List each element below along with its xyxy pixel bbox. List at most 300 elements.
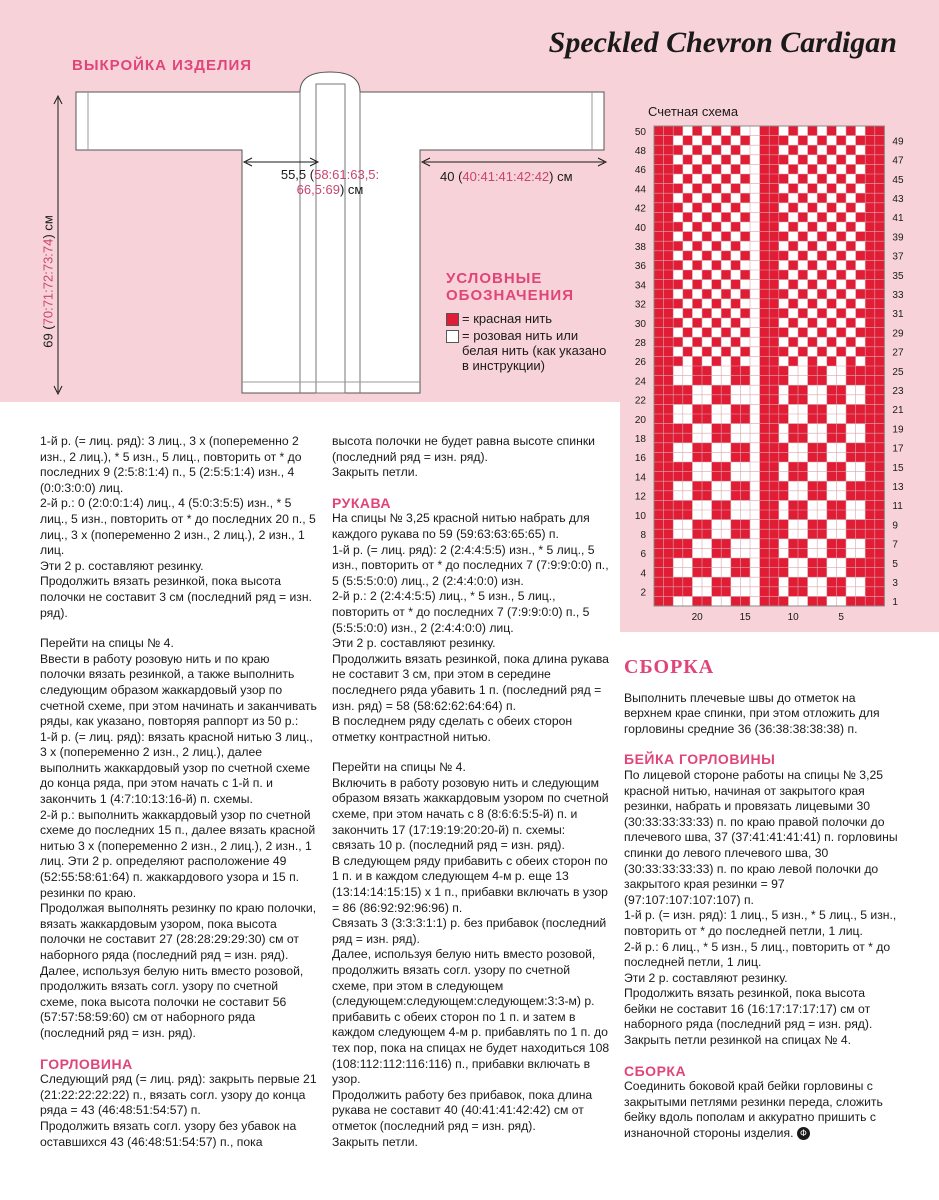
chart-cell (788, 299, 798, 309)
chart-cell (827, 395, 837, 405)
chart-cell (798, 251, 808, 261)
chart-cell (712, 539, 722, 549)
chart-cell (721, 385, 731, 395)
chart-cell (846, 126, 856, 136)
col2-para: высота полочки не будет равна высоте спинки (последний ряд = изн. ряд). (332, 434, 595, 464)
chart-cell (692, 184, 702, 194)
chart-cell (817, 308, 827, 318)
chart-cell (654, 347, 664, 357)
chart-cell (654, 385, 664, 395)
chart-cell (760, 414, 770, 424)
chart-cell (692, 241, 702, 251)
chart-cell (731, 356, 741, 366)
chart-cell (798, 539, 808, 549)
chart-cell (769, 491, 779, 501)
chart-cell (692, 596, 702, 606)
chart-cell (664, 337, 674, 347)
chart-cell (702, 529, 712, 539)
chart-cell (664, 299, 674, 309)
chart-cell (673, 299, 683, 309)
chart-cell (760, 443, 770, 453)
chart-cell (654, 193, 664, 203)
chart-cell (673, 433, 683, 443)
chart-cell (865, 366, 875, 376)
col1-para: Далее, используя белую нить вместо розовой, продолжить вязать согл. узору по счетной схеме, пока высота полочки не составит 56 (57:57:58:59:60) см от наборного ряда (последний ряд = изн. ряд). (40, 963, 304, 1040)
chart-cell (683, 472, 693, 482)
chart-cell (712, 472, 722, 482)
chart-cell (875, 433, 885, 443)
chart-cell (808, 318, 818, 328)
chart-cell (836, 212, 846, 222)
chart-row-label-right: 45 (892, 174, 904, 186)
chart-cell (740, 308, 750, 318)
chart-cell (692, 356, 702, 366)
section-heading-assembly-2: СБОРКА (624, 1062, 687, 1079)
chart-cell (769, 520, 779, 530)
chart-cell (664, 356, 674, 366)
chart-cell (664, 510, 674, 520)
chart-cell (664, 145, 674, 155)
chart-cell (683, 193, 693, 203)
chart-cell (875, 222, 885, 232)
chart-cell (865, 174, 875, 184)
chart-cell (769, 260, 779, 270)
chart-cell (721, 174, 731, 184)
chart-cell (654, 270, 664, 280)
chart-cell (817, 491, 827, 501)
chart-cell (846, 145, 856, 155)
chart-cell (798, 577, 808, 587)
chart-cell (808, 491, 818, 501)
chart-cell (875, 395, 885, 405)
chart-cell (664, 289, 674, 299)
chart-cell (769, 558, 779, 568)
chart-cell (769, 510, 779, 520)
col2-para: Эти 2 р. составляют резинку. (332, 636, 496, 651)
col1-para: Продолжить вязать резинкой, пока высота полочки не составит 3 см (последний ряд = изн. ряд). (40, 574, 312, 620)
chart-cell (856, 289, 866, 299)
red-swatch (446, 313, 459, 326)
chart-cell (731, 443, 741, 453)
chart-cell (798, 510, 808, 520)
chart-cell (692, 376, 702, 386)
chart-cell (836, 328, 846, 338)
chart-cell (788, 337, 798, 347)
chart-cell (798, 174, 808, 184)
chart-cell (817, 347, 827, 357)
chart-cell (769, 155, 779, 165)
chart-cell (664, 472, 674, 482)
chart-cell (760, 385, 770, 395)
page-title: Speckled Chevron Cardigan (548, 26, 897, 59)
chart-cell (827, 539, 837, 549)
chart-cell (875, 529, 885, 539)
chart-cell (702, 596, 712, 606)
chart-cell (654, 443, 664, 453)
chart-cell (731, 164, 741, 174)
chart-cell (779, 404, 789, 414)
chart-cell (875, 596, 885, 606)
chart-cell (865, 232, 875, 242)
chart-row-label-left: 24 (634, 376, 646, 388)
chart-row-label-right: 15 (892, 462, 904, 474)
chart-cell (808, 596, 818, 606)
chart-cell (654, 558, 664, 568)
chart-cell (721, 308, 731, 318)
chart-cell (712, 424, 722, 434)
chart-cell (683, 308, 693, 318)
chart-row-label-right: 49 (892, 136, 904, 148)
chart-cell (692, 145, 702, 155)
chart-cell (865, 376, 875, 386)
chart-cell (865, 558, 875, 568)
chart-cell (760, 452, 770, 462)
chart-cell (779, 347, 789, 357)
chart-cell (721, 328, 731, 338)
chart-cell (827, 318, 837, 328)
chart-cell (779, 491, 789, 501)
chart-cell (836, 174, 846, 184)
chart-cell (779, 520, 789, 530)
chart-cell (673, 184, 683, 194)
chart-row-label-left: 50 (634, 126, 646, 138)
chart-row-label-left: 4 (640, 568, 646, 580)
chart-cell (808, 222, 818, 232)
chart-cell (740, 193, 750, 203)
chart-row-label-left: 32 (634, 299, 646, 311)
chart-cell (654, 260, 664, 270)
chart-cell (808, 481, 818, 491)
chart-cell (760, 164, 770, 174)
chart-cell (673, 500, 683, 510)
chart-cell (875, 347, 885, 357)
chart-cell (712, 395, 722, 405)
chart-cell (664, 491, 674, 501)
chart-cell (760, 155, 770, 165)
chart-cell (664, 452, 674, 462)
chart-cell (702, 452, 712, 462)
chart-row-label-right: 37 (892, 251, 904, 263)
chart-cell (664, 568, 674, 578)
chart-cell (798, 424, 808, 434)
chart-cell (740, 529, 750, 539)
chart-cell (702, 366, 712, 376)
chart-column-label: 5 (838, 612, 844, 623)
chart-cell (865, 529, 875, 539)
chart-cell (798, 587, 808, 597)
chart-cell (712, 184, 722, 194)
chart-cell (875, 385, 885, 395)
chart-cell (673, 318, 683, 328)
chart-cell (769, 308, 779, 318)
chart-cell (740, 558, 750, 568)
chart-cell (788, 395, 798, 405)
chart-cell (779, 596, 789, 606)
chart-cell (788, 222, 798, 232)
chart-cell (654, 548, 664, 558)
chart-cell (731, 558, 741, 568)
chart-cell (740, 452, 750, 462)
chart-cell (846, 452, 856, 462)
chart-cell (683, 587, 693, 597)
chart-cell (827, 356, 837, 366)
chart-cell (740, 174, 750, 184)
chart-cell (836, 270, 846, 280)
chart-cell (654, 462, 664, 472)
chart-cell (769, 126, 779, 136)
chart-cell (664, 308, 674, 318)
chart-cell (836, 424, 846, 434)
chart-cell (856, 376, 866, 386)
chart-cell (798, 270, 808, 280)
chart-cell (798, 433, 808, 443)
col2-para: На спицы № 3,25 красной нитью набрать для каждого рукава по 59 (59:63:63:65:65) п. (332, 511, 590, 541)
chart-cell (673, 462, 683, 472)
chart-cell (808, 404, 818, 414)
chart-cell (769, 376, 779, 386)
chart-cell (654, 289, 664, 299)
chart-cell (664, 222, 674, 232)
chart-cell (817, 376, 827, 386)
chart-column-label: 20 (691, 612, 703, 623)
col2-para: Продолжить работу без прибавок, пока длина рукава не составит 40 (40:41:41:42:42) см от отметок (последний ряд = изн. ряд). (332, 1087, 593, 1133)
chart-cell (817, 529, 827, 539)
col1-para: Продолжая выполнять резинку по краю полочки, вязать жаккардовым узором, пока высота полочки не составит 27 (28:28:29:29:30) см от наборного ряда (последний ряд = изн. ряд). (40, 901, 317, 962)
chart-cell (817, 481, 827, 491)
chart-cell (865, 155, 875, 165)
chart-cell (740, 270, 750, 280)
col2-para: 2-й р.: 2 (2:4:4:5:5) лиц., * 5 изн., 5 лиц., повторить от * до последних 7 (7:9:9:0:0) п., 5 (5:5:5:0:0) изн., 2 (2:4:4:0:0) лиц. (332, 589, 590, 635)
chart-cell (769, 414, 779, 424)
chart-cell (865, 462, 875, 472)
chart-cell (865, 548, 875, 558)
chart-cell (788, 433, 798, 443)
chart-cell (769, 395, 779, 405)
chart-cell (760, 289, 770, 299)
chart-cell (875, 404, 885, 414)
chart-cell (856, 251, 866, 261)
chart-cell (731, 280, 741, 290)
chart-row-label-right: 1 (892, 597, 898, 609)
col3-para: Соединить боковой край бейки горловины с закрытыми петлями резинки переда, сложить бейку вдоль пополам и аккуратно пришить с изнаночной стороны изделия. Ф (624, 1079, 883, 1141)
chart-cell (712, 577, 722, 587)
chart-cell (673, 222, 683, 232)
chart-row-label-left: 36 (634, 261, 646, 273)
chart-cell (731, 376, 741, 386)
chart-cell (769, 328, 779, 338)
chart-cell (779, 366, 789, 376)
chart-cell (654, 308, 664, 318)
chart-cell (731, 452, 741, 462)
chart-cell (654, 126, 664, 136)
chart-row-label-left: 46 (634, 165, 646, 177)
chart-cell (808, 529, 818, 539)
chart-cell (683, 395, 693, 405)
chart-column-label: 10 (787, 612, 799, 623)
chart-cell (721, 136, 731, 146)
chart-cell (865, 491, 875, 501)
chart-cell (846, 414, 856, 424)
chart-cell (654, 203, 664, 213)
chart-cell (702, 308, 712, 318)
chart-cell (740, 366, 750, 376)
chart-cell (664, 424, 674, 434)
chart-cell (664, 539, 674, 549)
chart-cell (702, 270, 712, 280)
chart-cell (856, 481, 866, 491)
chart-cell (875, 520, 885, 530)
chart-cell (846, 529, 856, 539)
chart-cell (808, 203, 818, 213)
chart-cell (664, 520, 674, 530)
chart-cell (664, 443, 674, 453)
col2-para: Закрыть петли. (332, 465, 418, 480)
chart-cell (875, 289, 885, 299)
chart-cell (779, 270, 789, 280)
chart-cell (760, 145, 770, 155)
sleeve-length-dimension: 40 (40:41:41:42:42) см (440, 169, 573, 184)
chart-cell (856, 136, 866, 146)
chart-cell (817, 328, 827, 338)
chart-cell (846, 203, 856, 213)
chart-cell (779, 232, 789, 242)
chart-cell (692, 520, 702, 530)
chart-cell (740, 328, 750, 338)
chart-cell (654, 184, 664, 194)
chart-cell (760, 212, 770, 222)
chart-cell (865, 443, 875, 453)
chart-cell (760, 356, 770, 366)
chart-cell (875, 318, 885, 328)
chart-cell (721, 251, 731, 261)
chart-cell (788, 126, 798, 136)
chart-cell (692, 203, 702, 213)
chart-cell (836, 385, 846, 395)
chart-cell (760, 520, 770, 530)
chart-cell (760, 270, 770, 280)
chart-cell (856, 347, 866, 357)
chart-cell (827, 260, 837, 270)
chart-cell (808, 145, 818, 155)
chart-cell (798, 500, 808, 510)
chart-cell (760, 299, 770, 309)
chart-cell (664, 587, 674, 597)
chart-cell (731, 337, 741, 347)
chart-cell (702, 376, 712, 386)
chart-row-label-right: 9 (892, 520, 898, 532)
chart-cell (808, 337, 818, 347)
chart-cell (654, 280, 664, 290)
chart-cell (769, 539, 779, 549)
chart-row-label-left: 10 (634, 510, 646, 522)
chart-cell (760, 433, 770, 443)
chart-cell (808, 520, 818, 530)
chart-cell (856, 155, 866, 165)
col1-para: 1-й р. (= лиц. ряд): вязать красной нитью 3 лиц., 3 х (попеременно 2 изн., 2 лиц.), далее выполнить жаккардовый узор по счетной схеме до конца ряда, при этом начать с 1-й п. и закончить 1 (4:7:10:13:16-й) п. схемы. (40, 729, 313, 807)
chart-cell (827, 510, 837, 520)
chart-cell (875, 232, 885, 242)
chart-cell (654, 510, 664, 520)
chart-cell (769, 500, 779, 510)
chart-cell (664, 232, 674, 242)
chart-cell (664, 270, 674, 280)
chart-cell (779, 443, 789, 453)
chart-row-label-right: 13 (892, 482, 904, 493)
chart-cell (865, 356, 875, 366)
chart-cell (769, 270, 779, 280)
chart-row-label-left: 18 (634, 434, 646, 445)
chart-cell (769, 164, 779, 174)
chart-row-label-right: 27 (892, 347, 904, 359)
chart-cell (673, 385, 683, 395)
chart-cell (721, 462, 731, 472)
chart-row-label-left: 42 (634, 203, 646, 215)
chart-cell (827, 548, 837, 558)
chart-cell (836, 251, 846, 261)
chart-cell (827, 462, 837, 472)
chart-cell (664, 462, 674, 472)
chart-cell (683, 433, 693, 443)
chart-cell (712, 462, 722, 472)
col1-para: Ввести в работу розовую нить и по краю полочки вязать резинкой, а также выполнить следующим образом жаккардовый узор по счетной схеме, при этом начинать и заканчивать ряды, как указано, повторяя раппорт из 50 р.: (40, 651, 317, 729)
chart-cell (692, 260, 702, 270)
chart-cell (875, 424, 885, 434)
chart-cell (846, 260, 856, 270)
chart-cell (827, 472, 837, 482)
chart-cell (673, 145, 683, 155)
chart-cell (731, 529, 741, 539)
chart-cell (769, 548, 779, 558)
col3-para: 2-й р.: 6 лиц., * 5 изн., 5 лиц., повторить от * до последней петли, 1 лиц. (624, 939, 891, 970)
chart-cell (865, 145, 875, 155)
chart-cell (760, 539, 770, 549)
chart-cell (654, 337, 664, 347)
chart-cell (846, 356, 856, 366)
chart-cell (673, 241, 683, 251)
chart-cell (779, 174, 789, 184)
chart-cell (702, 558, 712, 568)
chart-cell (760, 318, 770, 328)
chart-cell (865, 203, 875, 213)
chart-cell (875, 568, 885, 578)
chart-row-label-right: 25 (892, 366, 904, 378)
chart-cell (788, 462, 798, 472)
chart-cell (731, 568, 741, 578)
chart-cell (760, 280, 770, 290)
chart-cell (731, 203, 741, 213)
chart-cell (769, 289, 779, 299)
chart-cell (664, 596, 674, 606)
chart-cell (846, 337, 856, 347)
chart-cell (875, 366, 885, 376)
chart-row-label-right: 19 (892, 424, 904, 436)
chart-cell (702, 520, 712, 530)
chart-cell (846, 318, 856, 328)
chart-cell (673, 548, 683, 558)
chart-row-label-left: 34 (634, 280, 646, 292)
chart-cell (827, 577, 837, 587)
chart-cell (856, 520, 866, 530)
chart-cell (760, 424, 770, 434)
chart-cell (875, 203, 885, 213)
col2-para: В следующем ряду прибавить с обеих сторон по 1 п. и в каждом следующем 4-м р. еще 13 (13:14:14:15:15) х 1 п., прибавки включать в узор = 86 (86:92:92:96:96) п. (332, 853, 608, 915)
chart-row-label-left: 22 (634, 395, 646, 407)
chart-cell (779, 136, 789, 146)
chart-cell (769, 577, 779, 587)
chart-cell (731, 491, 741, 501)
chart-cell (731, 366, 741, 376)
chart-cell (788, 472, 798, 482)
